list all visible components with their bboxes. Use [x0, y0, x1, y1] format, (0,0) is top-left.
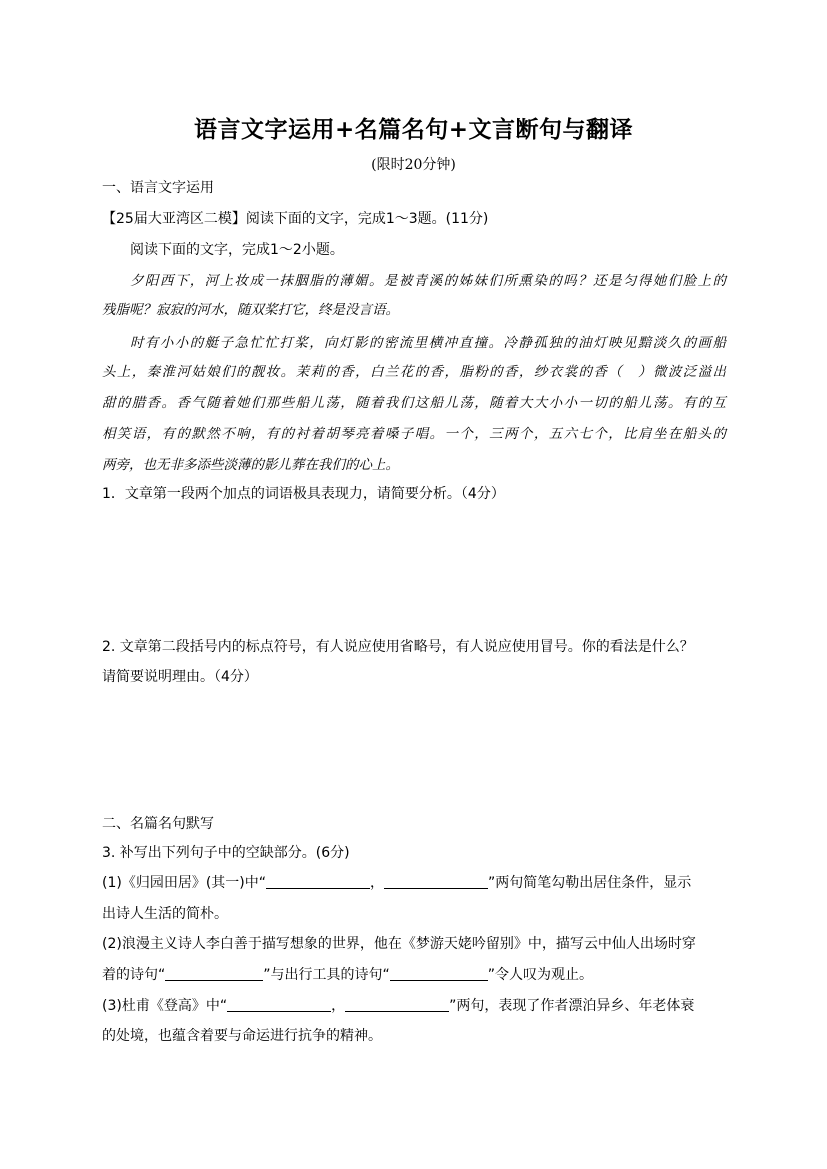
time-limit: (限时20分钟)	[371, 157, 456, 173]
passage-line: 头上，秦淮河姑娘们的靓妆。茉莉的香，白兰花的香，脂粉的香，纱衣裳的香（ ）微波泛溢出	[102, 364, 726, 380]
fill-item-3: (3)杜甫《登高》中“ ， ”两句，表现了作者漂泊异乡、年老体衰	[102, 998, 695, 1014]
passage-line: 甜的腊香。香气随着她们那些船儿荡，随着我们这船儿荡，随着大大小小一切的船儿荡。有的互	[102, 395, 726, 411]
passage-line: 夕阳西下，河上妆成一抹胭脂的薄媚。是被青溪的姊妹们所熏染的吗？还是匀得她们脸上的	[130, 273, 726, 289]
passage-line: 时有小小的艇子急忙忙打桨，向灯影的密流里横冲直撞。冷静孤独的油灯映见黯淡久的画船	[130, 335, 726, 351]
answer-blank[interactable]	[227, 997, 331, 1012]
passage-line: 两旁，也无非多添些淡薄的影儿葬在我们的心上。	[102, 457, 399, 473]
question-2-cont: 请简要说明理由。（4分）	[102, 669, 258, 685]
fill-item-2-cont: 着的诗句“ ”与出行工具的诗句“ ”令人叹为观止。	[102, 967, 594, 983]
passage-line: 相笑语，有的默然不响，有的衬着胡琴亮着嗓子唱。一个，三两个，五六七个，比肩坐在船头的	[102, 426, 726, 442]
fill-item-3-cont: 的处境，也蕴含着要与命运进行抗争的精神。	[102, 1028, 382, 1044]
section1-heading: 一、语言文字运用	[102, 180, 214, 196]
passage-line: 残脂呢？寂寂的河水，随双桨打它，终是没言语。	[102, 302, 399, 318]
fill-item-2: (2)浪漫主义诗人李白善于描写想象的世界，他在《梦游天姥吟留别》中，描写云中仙人出场时穿	[102, 936, 696, 952]
question-1: 1．文章第一段两个加点的词语极具表现力，请简要分析。（4分）	[102, 486, 505, 502]
fill-item-1-cont: 出诗人生活的简朴。	[102, 906, 228, 922]
question-2: 2. 文章第二段括号内的标点符号，有人说应使用省略号，有人说应使用冒号。你的看法是什么？	[102, 639, 694, 655]
answer-blank[interactable]	[165, 966, 263, 981]
answer-blank[interactable]	[345, 997, 449, 1012]
answer-blank[interactable]	[266, 874, 370, 889]
instruction-line: 阅读下面的文字，完成1～2小题。	[130, 242, 344, 258]
source-line: 【25届大亚湾区二模】阅读下面的文字，完成1～3题。(11分)	[102, 211, 489, 227]
page-title: 语言文字运用+名篇名句+文言断句与翻译	[193, 116, 634, 143]
answer-blank[interactable]	[390, 966, 488, 981]
section2-heading: 二、名篇名句默写	[102, 816, 214, 832]
fill-item-1: (1)《归园田居》(其一)中“ ， ”两句简笔勾勒出居住条件，显示	[102, 875, 692, 891]
question-3: 3. 补写出下列句子中的空缺部分。(6分)	[102, 845, 350, 861]
answer-blank[interactable]	[384, 874, 488, 889]
